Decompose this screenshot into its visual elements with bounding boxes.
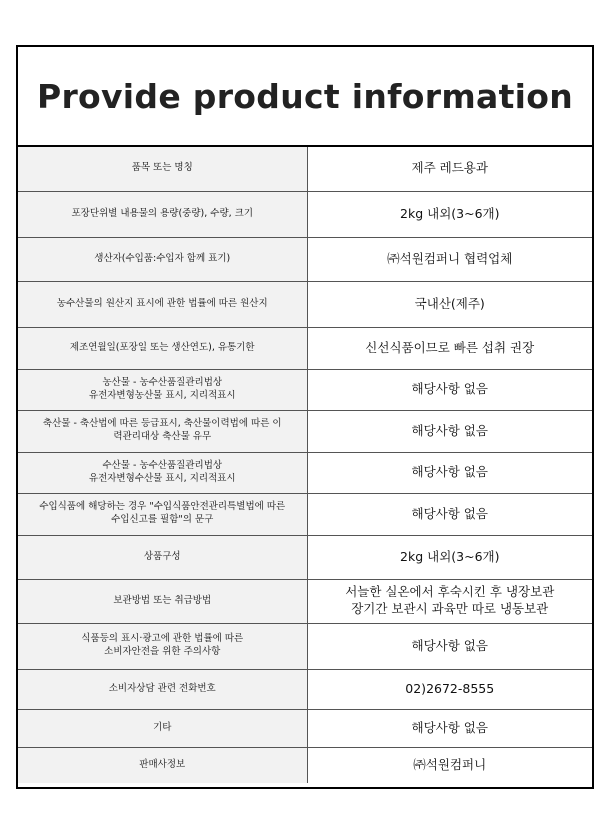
row-value-line: 장기간 보관시 과육만 따로 냉동보관 xyxy=(351,601,549,616)
table-row xyxy=(18,535,592,579)
row-value: 신선식품이므로 빠른 섭취 권장 xyxy=(307,327,592,369)
table-row xyxy=(18,327,592,369)
row-label xyxy=(18,369,307,410)
table-row xyxy=(18,410,592,452)
row-value: 해당사항 없음 xyxy=(307,709,592,747)
table-row xyxy=(18,669,592,709)
row-value: 제주 레드용과 xyxy=(307,147,592,191)
row-label-line: 수입식품에 해당하는 경우 "수입식품안전관리특별법에 따른 xyxy=(39,501,286,513)
table-row xyxy=(18,147,592,191)
table-row xyxy=(18,747,592,783)
row-value-line: 서늘한 실온에서 후숙시킨 후 냉장보관 xyxy=(345,584,555,600)
table-row xyxy=(18,281,592,327)
row-label-line: 유전자변형농산물 표시, 지리적표시 xyxy=(88,389,236,401)
row-label-line: 축산물 - 축산법에 따른 등급표시, 축산물이력법에 따른 이 xyxy=(42,418,282,430)
row-label-line: 유전자변형수산물 표시, 지리적표시 xyxy=(88,472,236,484)
row-label: 상품구성 xyxy=(18,535,307,579)
table-row xyxy=(18,493,592,535)
row-label-line: 력관리대상 축산물 유무 xyxy=(113,431,212,442)
row-value: 해당사항 없음 xyxy=(307,410,592,452)
row-value xyxy=(307,579,592,623)
table-row xyxy=(18,369,592,410)
row-label: 농수산물의 원산지 표시에 관한 법률에 따른 원산지 xyxy=(18,281,307,327)
row-label xyxy=(18,410,307,452)
row-label xyxy=(18,493,307,535)
row-label: 보관방법 또는 취급방법 xyxy=(18,579,307,623)
row-label: 포장단위별 내용물의 용량(중량), 수량, 크기 xyxy=(18,191,307,237)
row-label: 품목 또는 명칭 xyxy=(18,147,307,191)
row-label-line: 소비자안전을 위한 주의사항 xyxy=(104,646,221,657)
row-label: 제조연월일(포장일 또는 생산연도), 유통기한 xyxy=(18,327,307,369)
row-label-line: 식품등의 표시·광고에 관한 법률에 따른 xyxy=(81,633,244,645)
product-info-table xyxy=(18,147,592,783)
row-value: 02)2672-8555 xyxy=(307,669,592,709)
title-box xyxy=(18,47,592,147)
row-value: ㈜석원컴퍼니 협력업체 xyxy=(307,237,592,281)
row-label: 판매사정보 xyxy=(18,747,307,783)
table-row xyxy=(18,452,592,493)
product-info-sheet xyxy=(16,45,594,789)
row-value: 해당사항 없음 xyxy=(307,493,592,535)
row-value: 해당사항 없음 xyxy=(307,369,592,410)
row-label: 생산자(수입품:수입자 함께 표기) xyxy=(18,237,307,281)
table-row xyxy=(18,237,592,281)
table-row xyxy=(18,579,592,623)
row-label xyxy=(18,452,307,493)
row-label-line: 수산물 - 농수산품질관리법상 xyxy=(102,459,223,471)
row-value: 국내산(제주) xyxy=(307,281,592,327)
row-value: 2kg 내외(3~6개) xyxy=(307,191,592,237)
row-label-line: 농산물 - 농수산품질관리법상 xyxy=(102,376,223,388)
row-label-line: 수입신고를 필함"의 문구 xyxy=(111,514,214,525)
row-value: 해당사항 없음 xyxy=(307,623,592,669)
row-label: 기타 xyxy=(18,709,307,747)
page-title: Provide product information xyxy=(36,76,574,116)
row-value: ㈜석원컴퍼니 xyxy=(307,747,592,783)
row-label: 소비자상담 관련 전화번호 xyxy=(18,669,307,709)
row-value: 해당사항 없음 xyxy=(307,452,592,493)
table-row xyxy=(18,709,592,747)
table-row xyxy=(18,623,592,669)
row-value: 2kg 내외(3~6개) xyxy=(307,535,592,579)
row-label xyxy=(18,623,307,669)
table-row xyxy=(18,191,592,237)
